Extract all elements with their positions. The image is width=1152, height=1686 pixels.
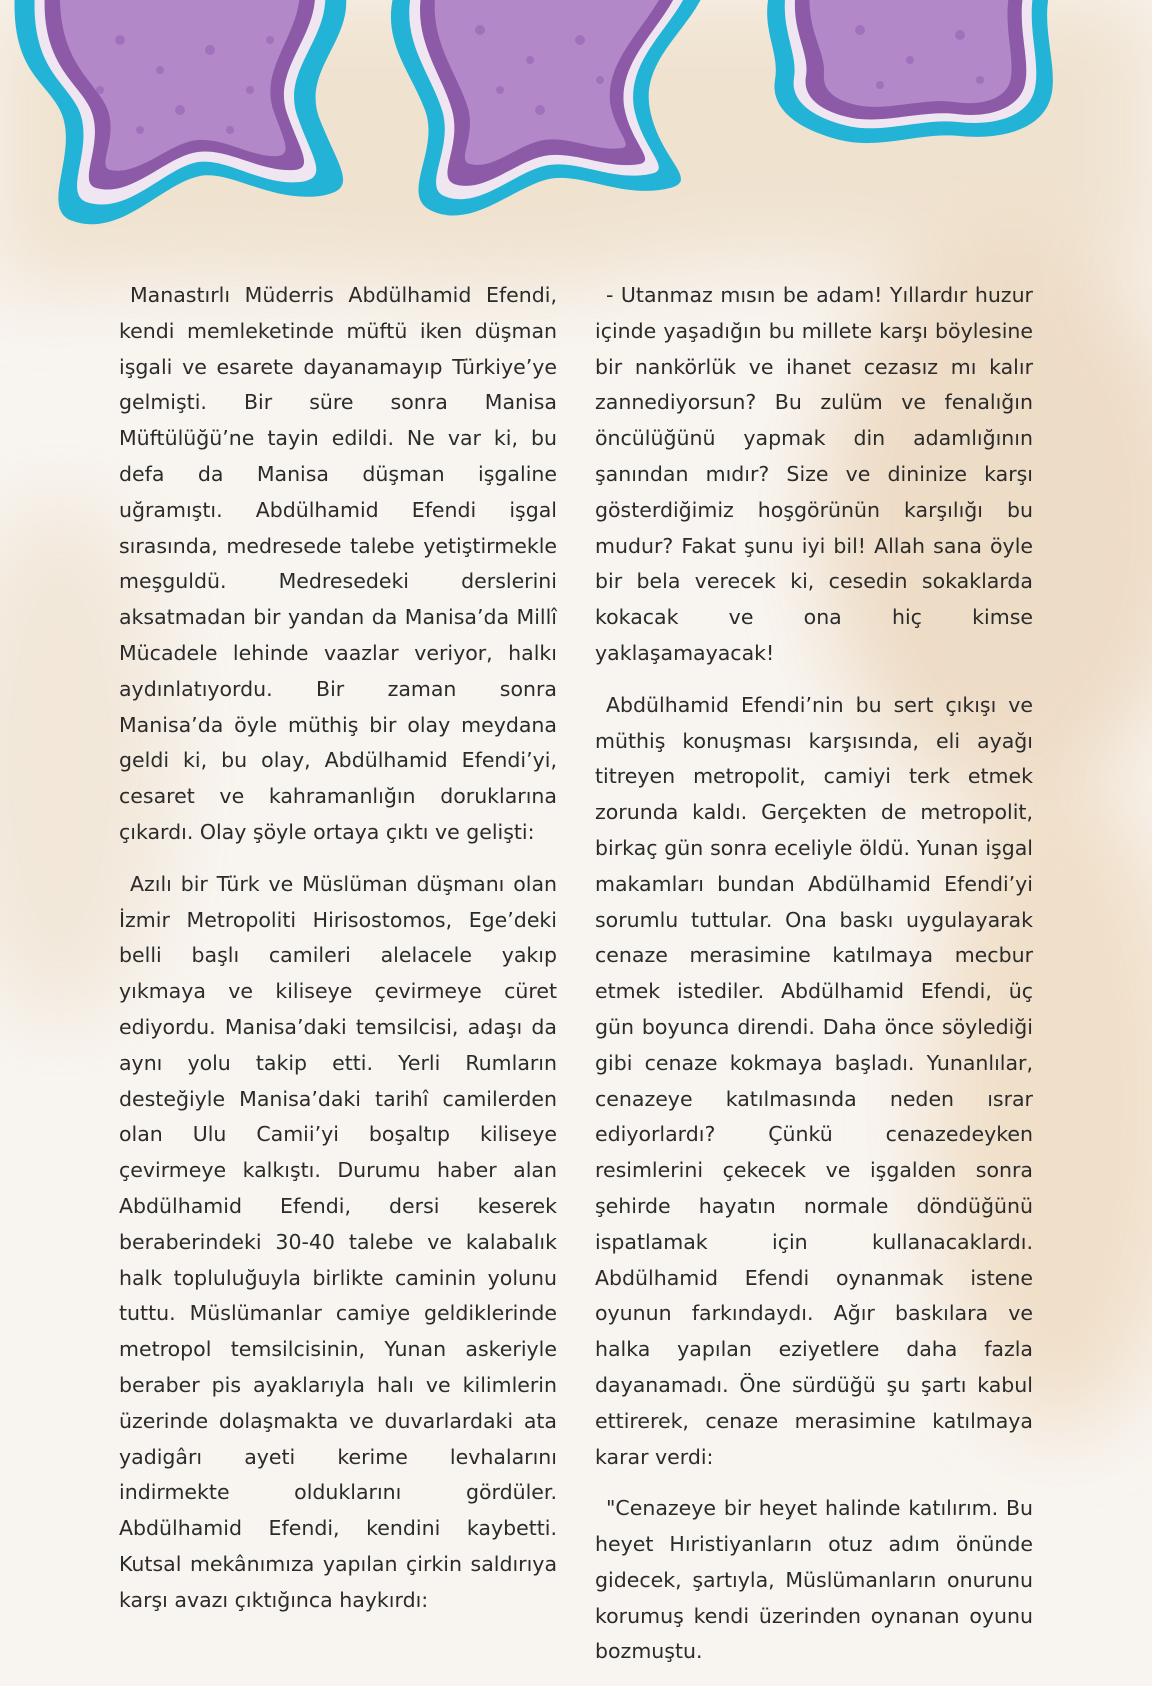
right-column [595, 278, 1033, 1686]
starfish-left [15, 0, 347, 224]
left-column [119, 278, 557, 1634]
starfish-header-decoration [0, 0, 1152, 240]
starfish-center [391, 0, 705, 216]
paragraph-aftermath: Abdülhamid Efendi’nin bu sert çıkışı ve müthiş konuşması karşısında, eli ayağı titreyen metropolit, camiyi terk etmek zorunda kaldı. Gerçekten de metropolit, birkaç gün sonra eceliyle öldü. Yunan işgal makamları bundan Abdülhamid Efendi’yi sorumlu tuttular. Ona baskı uygulayarak cenaze merasimine katılmaya mecbur etmek istediler. Abdülhamid Efendi, üç gün boyunca direndi. Daha önce söylediği gibi cenaze kokmaya başladı. Yunanlılar, cenazeye katılmasında neden ısrar ediyorlardı? Çünkü cenazedeyken resimlerini çekecek ve işgalden sonra şehirde hayatın normale döndüğünü ispatlamak için kullanacaklardı. Abdülhamid Efendi oynanmak istene oyunun farkındaydı. Ağır baskılara ve halka yapılan eziyetlere daha fazla dayanamadı. Öne sürdüğü şu şartı kabul ettirerek, cenaze merasimine katılmaya karar verdi: [595, 692, 1033, 1469]
paragraph-intro: Manastırlı Müderris Abdülhamid Efendi, kendi memleketinde müftü iken düşman işgali ve esarete dayanamayıp Türkiye’ye gelmişti. Bir süre sonra Manisa Müftülüğü’ne tayin edildi. Ne var ki, bu defa da Manisa düşman işgaline uğramıştı. Abdülhamid Efendi işgal sırasında, medresede talebe yetiştirmekle meşguldü. Medresedeki derslerini aksatmadan bir yandan da Manisa’da Millî Mücadele lehinde vaazlar veriyor, halkı aydınlatıyordu. Bir zaman sonra Manisa’da öyle müthiş bir olay meydana geldi ki, bu olay, Abdülhamid Efendi’yi, cesaret ve kahramanlığın doruklarına çıkardı. Olay şöyle ortaya çıktı ve gelişti: [119, 283, 557, 844]
paragraph-speech: - Utanmaz mısın be adam! Yıllardır huzur içinde yaşadığın bu millete karşı böylesine bir nankörlük ve ihanet cezasız mı kalır zannediyorsun? Bu zulüm ve fenalığın öncülüğünü yapmak din adamlığının şanından mıdır? Size ve dininize karşı gösterdiğimiz hoşgörünün karşılığı bu mudur? Fakat şunu iyi bil! Allah sana öyle bir bela verecek ki, cesedin sokaklarda kokacak ve ona hiç kimse yaklaşamayacak! [595, 283, 1033, 665]
paragraph-condition: "Cenazeye bir heyet halinde katılırım. Bu heyet Hıristiyanların otuz adım önünde gidecek, şartıyla, Müslümanların onurunu korumuş kendi üzerinden oynanan oyunu bozmuştu. [595, 1496, 1033, 1664]
starfish-right [767, 0, 1053, 143]
paragraph-incident: Azılı bir Türk ve Müslüman düşmanı olan İzmir Metropoliti Hirisostomos, Ege’deki belli başlı camileri alelacele yakıp yıkmaya ve kiliseye çevirmeye cüret ediyordu. Manisa’daki temsilcisi, adaşı da aynı yolu takip etti. Yerli Rumların desteğiyle Manisa’daki tarihî camilerden olan Ulu Camii’yi boşaltıp kiliseye çevirmeye kalkıştı. Durumu haber alan Abdülhamid Efendi, dersi keserek beraberindeki 30-40 talebe ve kalabalık halk topluluğuyla birlikte caminin yolunu tuttu. Müslümanlar camiye geldiklerinde metropol temsilcisinin, Yunan askeriyle beraber pis ayaklarıyla halı ve kilimlerin üzerinde dolaşmakta ve duvarlardaki ata yadigârı ayeti kerime levhalarını indirmekte olduklarını gördüler. Abdülhamid Efendi, kendini kaybetti. Kutsal mekânımıza yapılan çirkin saldırıya karşı avazı çıktığınca haykırdı: [119, 871, 557, 1612]
